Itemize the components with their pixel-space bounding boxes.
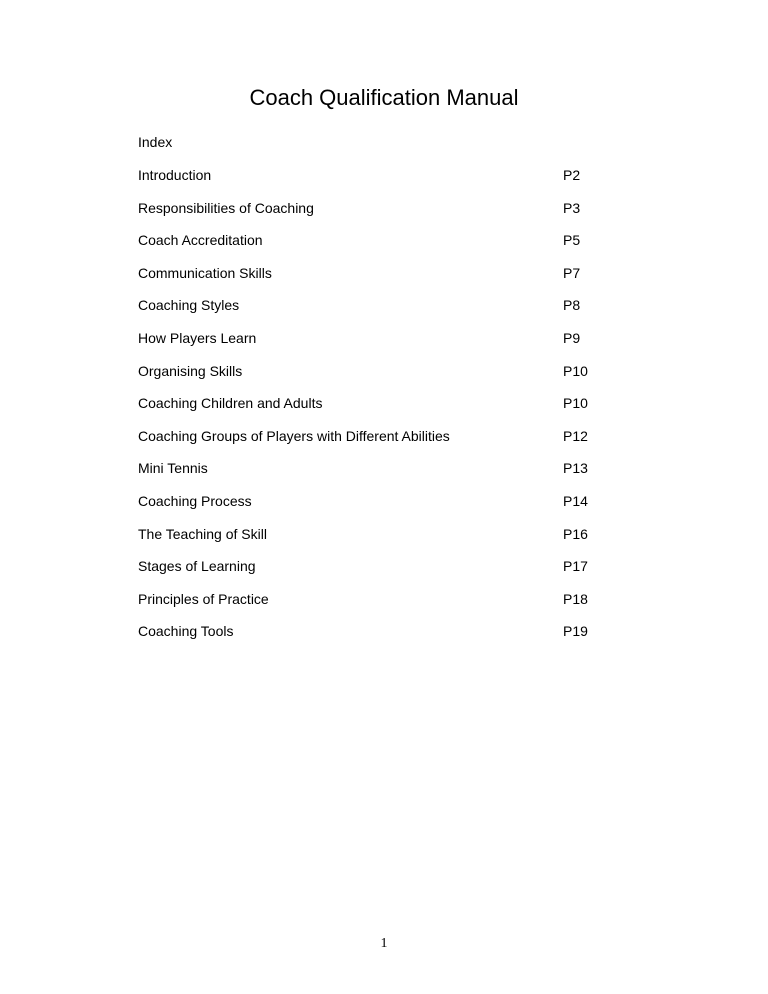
toc-entry — [138, 557, 618, 590]
toc-entry-title: Coach Accreditation — [138, 232, 263, 249]
toc-entry-page: P8 — [563, 297, 581, 314]
toc-entry-title: Stages of Learning — [138, 558, 256, 575]
toc-entry — [138, 166, 618, 199]
toc-entry — [138, 329, 618, 362]
toc-entry — [138, 362, 618, 395]
toc-entry-page: P16 — [563, 525, 588, 542]
toc-entry-title: Coaching Children and Adults — [138, 395, 323, 412]
page-title: Coach Qualification Manual — [249, 85, 519, 110]
toc-entry-title: Mini Tennis — [138, 460, 208, 477]
toc-entry — [138, 525, 618, 558]
toc-entry-page: P5 — [563, 232, 581, 249]
toc-entry — [138, 427, 618, 460]
toc-entry-page: P13 — [563, 460, 588, 477]
toc-entry-title: Coaching Groups of Players with Different Abilities — [138, 427, 450, 444]
toc-entry-title: Introduction — [138, 167, 212, 183]
toc-entry-page: P2 — [563, 167, 581, 183]
toc-entry-page: P17 — [563, 558, 588, 575]
toc-entry — [138, 264, 618, 297]
toc-entry-title: The Teaching of Skill — [138, 525, 267, 542]
toc-entry — [138, 231, 618, 264]
toc-entry-page: P10 — [563, 395, 588, 412]
toc-entry-page: P9 — [563, 329, 581, 346]
toc-entry-page: P12 — [563, 427, 588, 444]
toc-entry — [138, 459, 618, 492]
toc-entry-title: Principles of Practice — [138, 590, 269, 607]
toc-entry-page: P3 — [563, 199, 581, 216]
page-number: 1 — [380, 936, 388, 951]
toc-entry — [138, 199, 618, 232]
toc-entry-title: Coaching Process — [138, 492, 252, 509]
toc-entry-title: Communication Skills — [138, 264, 272, 281]
toc-entry-title: How Players Learn — [138, 329, 257, 346]
toc-entry — [138, 296, 618, 329]
toc-entry — [138, 590, 618, 623]
toc-entry-title: Coaching Tools — [138, 623, 234, 640]
table-of-contents — [138, 166, 618, 655]
toc-entry-title: Organising Skills — [138, 362, 243, 379]
toc-entry-page: P19 — [563, 623, 588, 640]
toc-entry — [138, 622, 618, 655]
toc-entry-page: P14 — [563, 492, 588, 509]
index-heading: Index — [138, 134, 173, 150]
toc-entry-title: Coaching Styles — [138, 297, 240, 314]
toc-entry-page: P10 — [563, 362, 588, 379]
toc-entry-page: P7 — [563, 264, 581, 281]
toc-entry — [138, 492, 618, 525]
toc-entry — [138, 394, 618, 427]
toc-entry-page: P18 — [563, 590, 588, 607]
toc-entry-title: Responsibilities of Coaching — [138, 199, 314, 216]
